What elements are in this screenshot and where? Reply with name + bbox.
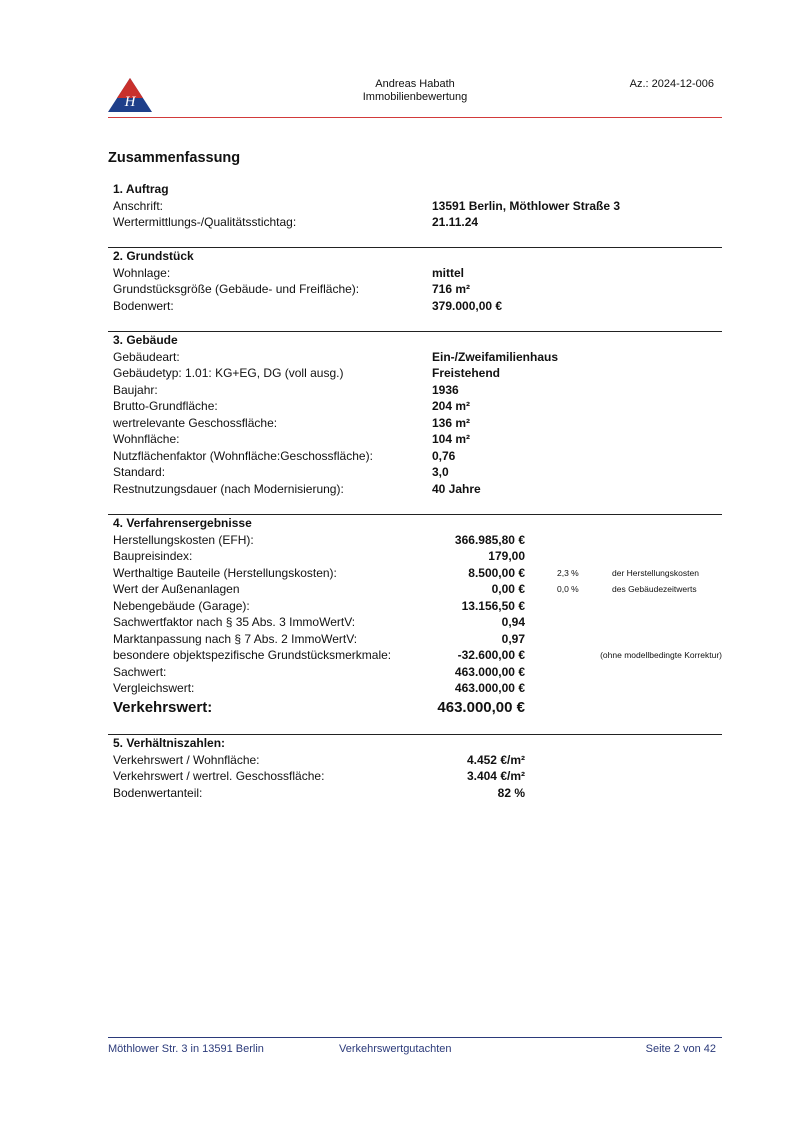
row-note: (ohne modellbedingte Korrektur) <box>600 650 722 660</box>
row-label: Verkehrswert / wertrel. Geschossfläche: <box>113 769 325 783</box>
row-note: der Herstellungskosten <box>612 567 699 578</box>
row-label: Bodenwert: <box>113 298 174 313</box>
row-value: 716 m² <box>432 282 471 296</box>
row-note: des Gebäudezeitwerts <box>612 584 697 594</box>
section-auftrag <box>108 181 722 231</box>
svg-text:H: H <box>124 94 136 110</box>
row-label: Sachwertfaktor nach § 35 Abs. 3 ImmoWertV: <box>113 615 356 629</box>
row-value: 463.000,00 € <box>454 681 525 695</box>
row-value: 136 m² <box>432 415 471 430</box>
row-value: 204 m² <box>432 399 471 413</box>
row-label: Wertermittlungs-/Qualitätsstichtag: <box>113 215 297 229</box>
row-value: 463.000,00 € <box>454 664 525 679</box>
verkehrswert-label: Verkehrswert: <box>113 698 213 716</box>
author-subtitle: Immobilienbewertung <box>362 91 468 103</box>
section-grundstueck <box>108 247 722 314</box>
row-label: Nutzflächenfaktor (Wohnfläche:Geschossfläche): <box>113 448 373 463</box>
data-row <box>108 448 722 465</box>
row-value: 379.000,00 € <box>432 298 503 313</box>
row-value: -32.600,00 € <box>457 648 525 662</box>
data-row <box>108 565 722 582</box>
section-title: 3. Gebäude <box>113 333 178 347</box>
page-title: Zusammenfassung <box>108 150 241 166</box>
footer-doc-type: Verkehrswertgutachten <box>339 1043 452 1055</box>
data-row <box>108 481 722 498</box>
page-footer <box>108 1037 722 1059</box>
row-label: Verkehrswert / Wohnfläche: <box>113 752 260 767</box>
section-verhaeltniszahlen <box>108 734 722 801</box>
row-value: 104 m² <box>432 432 471 446</box>
row-label: Wert der Außenanlagen <box>113 582 240 596</box>
row-value: 0,00 € <box>491 582 525 596</box>
data-row <box>108 431 722 448</box>
row-label: Gebäudeart: <box>113 349 180 364</box>
data-row <box>108 752 722 769</box>
verkehrswert-row <box>108 697 722 719</box>
row-value: 13.156,50 € <box>461 598 525 613</box>
row-value: 8.500,00 € <box>468 565 525 580</box>
author-name: Andreas Habath <box>375 78 455 90</box>
row-label: Marktanpassung nach § 7 Abs. 2 ImmoWertV: <box>113 631 358 646</box>
row-label: Baujahr: <box>113 382 158 397</box>
data-row <box>108 398 722 415</box>
row-label: Vergleichswert: <box>113 681 195 695</box>
section-verfahrensergebnisse <box>108 514 722 719</box>
row-value: 366.985,80 € <box>454 532 525 547</box>
data-row <box>108 680 722 697</box>
data-row <box>108 785 722 802</box>
page-header <box>108 72 722 118</box>
row-percent: 2,3 % <box>557 567 579 578</box>
row-label: Baupreisindex: <box>113 549 193 563</box>
data-row <box>108 198 722 215</box>
row-label: Wohnfläche: <box>113 432 180 446</box>
data-row <box>108 532 722 549</box>
row-label: Brutto-Grundfläche: <box>113 399 218 413</box>
data-row <box>108 265 722 282</box>
data-row <box>108 614 722 631</box>
row-label: wertrelevante Geschossfläche: <box>113 415 278 430</box>
row-value: 179,00 <box>488 549 525 563</box>
row-label: Grundstücksgröße (Gebäude- und Freifläche): <box>113 282 360 296</box>
footer-page-number: Seite 2 von 42 <box>645 1043 716 1055</box>
data-row <box>108 548 722 565</box>
section-title: 1. Auftrag <box>113 182 169 196</box>
data-row <box>108 464 722 481</box>
data-row <box>108 581 722 598</box>
row-label: Herstellungskosten (EFH): <box>113 532 254 547</box>
data-row <box>108 598 722 615</box>
row-value: 13591 Berlin, Möthlower Straße 3 <box>432 198 621 213</box>
row-value: 4.452 €/m² <box>466 752 525 767</box>
section-title: 4. Verfahrensergebnisse <box>113 516 252 530</box>
row-label: Nebengebäude (Garage): <box>113 598 250 613</box>
row-value: Ein-/Zweifamilienhaus <box>432 349 559 364</box>
row-value: 1936 <box>432 382 459 397</box>
row-label: Sachwert: <box>113 664 167 679</box>
row-value: mittel <box>432 265 465 280</box>
row-value: 40 Jahre <box>432 481 481 496</box>
data-row <box>108 214 722 231</box>
row-value: Freistehend <box>432 366 501 380</box>
reference-number: Az.: 2024-12-006 <box>629 78 714 90</box>
row-label: Anschrift: <box>113 198 164 213</box>
data-row <box>108 365 722 382</box>
row-value: 0,76 <box>432 448 456 463</box>
row-value: 3.404 €/m² <box>466 769 525 783</box>
data-row <box>108 298 722 315</box>
data-row <box>108 349 722 366</box>
row-label: Restnutzungsdauer (nach Modernisierung): <box>113 481 344 496</box>
section-gebaeude <box>108 331 722 497</box>
row-label: Standard: <box>113 465 166 479</box>
verkehrswert-value: 463.000,00 € <box>437 698 525 716</box>
row-value: 3,0 <box>432 465 449 479</box>
data-row <box>108 631 722 648</box>
row-value: 82 % <box>497 785 525 800</box>
data-row <box>108 664 722 681</box>
footer-address: Möthlower Str. 3 in 13591 Berlin <box>108 1043 264 1055</box>
row-label: Bodenwertanteil: <box>113 785 203 800</box>
row-label: Gebäudetyp: 1.01: KG+EG, DG (voll ausg.) <box>113 366 344 380</box>
row-label: Wohnlage: <box>113 265 171 280</box>
row-label: besondere objektspezifische Grundstücksmerkmale: <box>113 648 392 662</box>
row-percent: 0,0 % <box>557 584 579 594</box>
data-row <box>108 415 722 432</box>
row-label: Werthaltige Bauteile (Herstellungskosten): <box>113 565 337 580</box>
data-row <box>108 382 722 399</box>
section-title: 2. Grundstück <box>113 249 194 263</box>
data-row <box>108 647 722 664</box>
row-value: 0,97 <box>501 631 525 646</box>
data-row <box>108 768 722 785</box>
data-row <box>108 281 722 298</box>
header-divider <box>108 117 722 118</box>
row-value: 0,94 <box>501 615 525 629</box>
row-value: 21.11.24 <box>432 215 479 229</box>
section-title: 5. Verhältniszahlen: <box>113 736 226 750</box>
